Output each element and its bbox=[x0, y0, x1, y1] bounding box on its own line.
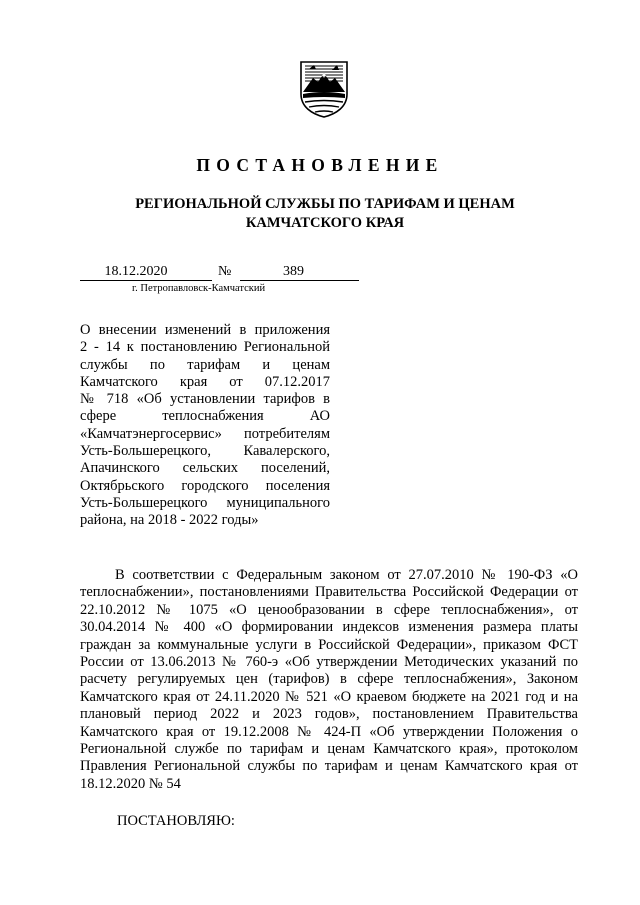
issuer-title bbox=[80, 195, 570, 233]
body-line: В соответствии с Федеральным законом от 27.07.2010 № 190-ФЗ «О bbox=[115, 567, 578, 583]
document-number: 389 bbox=[240, 264, 359, 281]
date-number-row bbox=[80, 264, 360, 284]
subject-block bbox=[80, 322, 330, 530]
body-line: расчету регулируемых цен (тарифов) в сфере теплоснабжения», Законом bbox=[80, 671, 578, 688]
document-type-title: ПОСТАНОВЛЕНИЕ bbox=[196, 155, 444, 175]
subject-line: О внесении изменений в приложения bbox=[80, 322, 330, 338]
subject-line: «Камчатэнергосервис» потребителям bbox=[80, 425, 330, 442]
city-label: г. Петропавловск-Камчатский bbox=[132, 283, 266, 294]
body-line: граждан за коммунальные услуги в Российской Федерации», приказом ФСТ bbox=[80, 636, 578, 653]
body-line: плановый период 2022 и 2023 годов», постановлением Правительства bbox=[80, 706, 578, 723]
coat-of-arms-icon bbox=[299, 60, 349, 118]
body-line: Региональной службе по тарифам и ценам Камчатского края», протоколом bbox=[80, 741, 578, 758]
subject-line: Октябрьского городского поселения bbox=[80, 477, 330, 494]
body-line: Камчатского края от 24.11.2020 № 521 «О краевом бюджете на 2021 год и на bbox=[80, 688, 578, 705]
preamble-paragraph bbox=[80, 567, 578, 793]
body-line: 18.12.2020 № 54 bbox=[80, 775, 181, 792]
issuer-line: КАМЧАТСКОГО КРАЯ bbox=[245, 215, 405, 231]
body-line: теплоснабжении», постановлениями Правительства Российской Федерации от bbox=[80, 584, 578, 601]
subject-line: Усть-Большерецкого, Кавалерского, bbox=[80, 443, 330, 460]
body-line: 22.10.2012 № 1075 «О ценообразовании в сфере теплоснабжения», от bbox=[80, 601, 578, 618]
body-line: Правления Региональной службы по тарифам и ценам Камчатского края от bbox=[80, 758, 578, 775]
subject-line: службы по тарифам и ценам bbox=[80, 356, 330, 373]
document-date: 18.12.2020 bbox=[80, 264, 212, 281]
body-line: 30.04.2014 № 400 «О формировании индексов изменения размера платы bbox=[80, 619, 578, 636]
subject-line: сфере теплоснабжения АО bbox=[80, 408, 330, 425]
subject-line: Камчатского края от 07.12.2017 bbox=[80, 373, 330, 390]
subject-line: Усть-Большерецкого муниципального bbox=[80, 494, 330, 511]
subject-line: Апачинского сельских поселений, bbox=[80, 460, 330, 477]
body-line: России от 13.06.2013 № 760-э «Об утверждении Методических указаний по bbox=[80, 654, 578, 671]
subject-line: района, на 2018 - 2022 годы» bbox=[80, 512, 259, 529]
issuer-line: РЕГИОНАЛЬНОЙ СЛУЖБЫ ПО ТАРИФАМ И ЦЕНАМ bbox=[135, 196, 515, 212]
body-line: Камчатского края от 19.12.2008 № 424-П «Об утверждении Положения о bbox=[80, 723, 578, 740]
subject-line: 2 - 14 к постановлению Региональной bbox=[80, 339, 330, 356]
number-sign: № bbox=[218, 264, 232, 279]
subject-line: № 718 «Об установлении тарифов в bbox=[80, 391, 330, 408]
decree-word: ПОСТАНОВЛЯЮ: bbox=[117, 813, 235, 829]
